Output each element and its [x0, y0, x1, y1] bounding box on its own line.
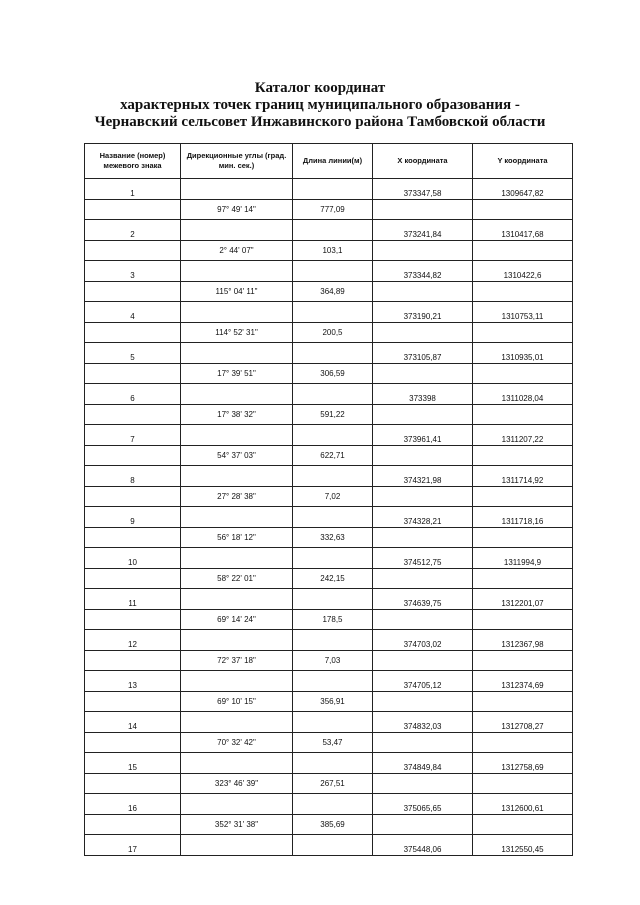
empty-cell	[293, 179, 373, 200]
empty-cell	[181, 835, 293, 856]
segment-row	[85, 692, 573, 712]
empty-cell	[293, 261, 373, 282]
angle-cell: 72° 37' 18"	[181, 651, 293, 671]
point-name-cell: 16	[85, 794, 181, 815]
empty-cell	[85, 692, 181, 712]
y-coordinate-cell: 1311718,16	[473, 507, 573, 528]
empty-cell	[373, 528, 473, 548]
length-cell: 622,71	[293, 446, 373, 466]
empty-cell	[473, 323, 573, 343]
point-name-cell: 14	[85, 712, 181, 733]
empty-cell	[181, 343, 293, 364]
segment-row	[85, 733, 573, 753]
y-coordinate-cell: 1310753,11	[473, 302, 573, 323]
empty-cell	[373, 364, 473, 384]
point-name-cell: 10	[85, 548, 181, 569]
segment-row	[85, 405, 573, 425]
length-cell: 103,1	[293, 241, 373, 261]
point-row	[85, 425, 573, 446]
empty-cell	[373, 323, 473, 343]
header-angle: Дирекционные углы (град. мин. сек.)	[181, 144, 293, 179]
point-name-cell: 11	[85, 589, 181, 610]
empty-cell	[473, 446, 573, 466]
empty-cell	[293, 589, 373, 610]
empty-cell	[85, 446, 181, 466]
length-cell: 777,09	[293, 200, 373, 220]
empty-cell	[85, 569, 181, 589]
y-coordinate-cell: 1309647,82	[473, 179, 573, 200]
empty-cell	[373, 200, 473, 220]
empty-cell	[473, 405, 573, 425]
empty-cell	[473, 774, 573, 794]
angle-cell: 323° 46' 39"	[181, 774, 293, 794]
empty-cell	[85, 487, 181, 507]
x-coordinate-cell: 374321,98	[373, 466, 473, 487]
empty-cell	[473, 200, 573, 220]
empty-cell	[473, 692, 573, 712]
x-coordinate-cell: 374703,02	[373, 630, 473, 651]
point-row	[85, 630, 573, 651]
point-name-cell: 4	[85, 302, 181, 323]
empty-cell	[473, 364, 573, 384]
empty-cell	[181, 753, 293, 774]
point-name-cell: 17	[85, 835, 181, 856]
point-row	[85, 343, 573, 364]
empty-cell	[473, 815, 573, 835]
point-name-cell: 13	[85, 671, 181, 692]
empty-cell	[373, 733, 473, 753]
length-cell: 385,69	[293, 815, 373, 835]
empty-cell	[85, 241, 181, 261]
title-line-3: Чернавский сельсовет Инжавинского района Тамбовской области	[94, 114, 546, 130]
empty-cell	[85, 405, 181, 425]
y-coordinate-cell: 1311994,9	[473, 548, 573, 569]
point-row	[85, 466, 573, 487]
empty-cell	[293, 671, 373, 692]
empty-cell	[181, 220, 293, 241]
angle-cell: 69° 10' 15"	[181, 692, 293, 712]
y-coordinate-cell: 1310417,68	[473, 220, 573, 241]
empty-cell	[293, 507, 373, 528]
empty-cell	[293, 220, 373, 241]
empty-cell	[85, 364, 181, 384]
length-cell: 356,91	[293, 692, 373, 712]
empty-cell	[293, 466, 373, 487]
length-cell: 267,51	[293, 774, 373, 794]
point-name-cell: 9	[85, 507, 181, 528]
angle-cell: 56° 18' 12"	[181, 528, 293, 548]
empty-cell	[373, 405, 473, 425]
x-coordinate-cell: 373190,21	[373, 302, 473, 323]
coordinate-catalog-table	[84, 143, 573, 856]
point-name-cell: 8	[85, 466, 181, 487]
empty-cell	[85, 733, 181, 753]
segment-row	[85, 569, 573, 589]
x-coordinate-cell: 373105,87	[373, 343, 473, 364]
segment-row	[85, 610, 573, 630]
empty-cell	[181, 261, 293, 282]
point-name-cell: 1	[85, 179, 181, 200]
length-cell: 7,02	[293, 487, 373, 507]
title-line-1: Каталог координат	[254, 80, 386, 96]
empty-cell	[181, 507, 293, 528]
point-name-cell: 7	[85, 425, 181, 446]
x-coordinate-cell: 375065,65	[373, 794, 473, 815]
length-cell: 364,89	[293, 282, 373, 302]
point-row	[85, 220, 573, 241]
empty-cell	[373, 569, 473, 589]
length-cell: 332,63	[293, 528, 373, 548]
empty-cell	[85, 200, 181, 220]
empty-cell	[373, 774, 473, 794]
empty-cell	[181, 466, 293, 487]
empty-cell	[293, 384, 373, 405]
segment-row	[85, 528, 573, 548]
empty-cell	[181, 302, 293, 323]
x-coordinate-cell: 374832,03	[373, 712, 473, 733]
y-coordinate-cell: 1310422,6	[473, 261, 573, 282]
empty-cell	[85, 528, 181, 548]
point-row	[85, 671, 573, 692]
y-coordinate-cell: 1311207,22	[473, 425, 573, 446]
x-coordinate-cell: 374705,12	[373, 671, 473, 692]
empty-cell	[293, 712, 373, 733]
y-coordinate-cell: 1312708,27	[473, 712, 573, 733]
point-name-cell: 3	[85, 261, 181, 282]
empty-cell	[181, 712, 293, 733]
empty-cell	[85, 323, 181, 343]
empty-cell	[373, 487, 473, 507]
x-coordinate-cell: 374328,21	[373, 507, 473, 528]
empty-cell	[373, 241, 473, 261]
point-row	[85, 835, 573, 856]
empty-cell	[473, 241, 573, 261]
length-cell: 306,59	[293, 364, 373, 384]
segment-row	[85, 651, 573, 671]
point-row	[85, 261, 573, 282]
x-coordinate-cell: 373347,58	[373, 179, 473, 200]
empty-cell	[373, 610, 473, 630]
point-name-cell: 12	[85, 630, 181, 651]
y-coordinate-cell: 1312758,69	[473, 753, 573, 774]
empty-cell	[181, 425, 293, 446]
x-coordinate-cell: 373241,84	[373, 220, 473, 241]
empty-cell	[373, 282, 473, 302]
angle-cell: 17° 39' 51"	[181, 364, 293, 384]
length-cell: 591,22	[293, 405, 373, 425]
angle-cell: 352° 31' 38"	[181, 815, 293, 835]
segment-row	[85, 200, 573, 220]
point-row	[85, 384, 573, 405]
x-coordinate-cell: 374639,75	[373, 589, 473, 610]
empty-cell	[181, 548, 293, 569]
angle-cell: 70° 32' 42"	[181, 733, 293, 753]
x-coordinate-cell: 373344,82	[373, 261, 473, 282]
angle-cell: 97° 49' 14"	[181, 200, 293, 220]
table-body	[85, 179, 573, 856]
point-name-cell: 6	[85, 384, 181, 405]
point-row	[85, 507, 573, 528]
empty-cell	[85, 815, 181, 835]
empty-cell	[473, 487, 573, 507]
length-cell: 200,5	[293, 323, 373, 343]
header-length: Длина линии(м)	[293, 144, 373, 179]
point-name-cell: 15	[85, 753, 181, 774]
header-y: Y координата	[473, 144, 573, 179]
x-coordinate-cell: 373961,41	[373, 425, 473, 446]
empty-cell	[85, 774, 181, 794]
empty-cell	[85, 282, 181, 302]
title-line-2: характерных точек границ муниципального образования -	[120, 97, 520, 113]
empty-cell	[293, 794, 373, 815]
empty-cell	[293, 548, 373, 569]
length-cell: 242,15	[293, 569, 373, 589]
empty-cell	[181, 179, 293, 200]
header-name: Название (номер) межевого знака	[85, 144, 181, 179]
x-coordinate-cell: 373398	[373, 384, 473, 405]
segment-row	[85, 774, 573, 794]
empty-cell	[293, 835, 373, 856]
y-coordinate-cell: 1312201,07	[473, 589, 573, 610]
empty-cell	[293, 753, 373, 774]
empty-cell	[373, 651, 473, 671]
empty-cell	[473, 282, 573, 302]
y-coordinate-cell: 1312550,45	[473, 835, 573, 856]
document-title	[0, 80, 640, 131]
length-cell: 53,47	[293, 733, 373, 753]
empty-cell	[293, 343, 373, 364]
point-row	[85, 179, 573, 200]
empty-cell	[373, 815, 473, 835]
y-coordinate-cell: 1312367,98	[473, 630, 573, 651]
empty-cell	[373, 446, 473, 466]
angle-cell: 58° 22' 01"	[181, 569, 293, 589]
segment-row	[85, 487, 573, 507]
segment-row	[85, 815, 573, 835]
x-coordinate-cell: 374512,75	[373, 548, 473, 569]
angle-cell: 54° 37' 03"	[181, 446, 293, 466]
empty-cell	[473, 569, 573, 589]
x-coordinate-cell: 374849,84	[373, 753, 473, 774]
empty-cell	[85, 651, 181, 671]
point-row	[85, 589, 573, 610]
empty-cell	[473, 528, 573, 548]
y-coordinate-cell: 1311714,92	[473, 466, 573, 487]
y-coordinate-cell: 1310935,01	[473, 343, 573, 364]
y-coordinate-cell: 1312374,69	[473, 671, 573, 692]
empty-cell	[473, 610, 573, 630]
segment-row	[85, 241, 573, 261]
length-cell: 7,03	[293, 651, 373, 671]
point-name-cell: 2	[85, 220, 181, 241]
angle-cell: 114° 52' 31"	[181, 323, 293, 343]
point-name-cell: 5	[85, 343, 181, 364]
empty-cell	[373, 692, 473, 712]
empty-cell	[181, 794, 293, 815]
angle-cell: 27° 28' 38"	[181, 487, 293, 507]
point-row	[85, 548, 573, 569]
header-x: X координата	[373, 144, 473, 179]
empty-cell	[181, 671, 293, 692]
x-coordinate-cell: 375448,06	[373, 835, 473, 856]
y-coordinate-cell: 1311028,04	[473, 384, 573, 405]
point-row	[85, 302, 573, 323]
y-coordinate-cell: 1312600,61	[473, 794, 573, 815]
length-cell: 178,5	[293, 610, 373, 630]
angle-cell: 69° 14' 24"	[181, 610, 293, 630]
empty-cell	[473, 651, 573, 671]
empty-cell	[293, 302, 373, 323]
point-row	[85, 753, 573, 774]
empty-cell	[473, 733, 573, 753]
empty-cell	[293, 630, 373, 651]
empty-cell	[85, 610, 181, 630]
table-header-row	[85, 144, 573, 179]
segment-row	[85, 282, 573, 302]
segment-row	[85, 364, 573, 384]
empty-cell	[181, 589, 293, 610]
empty-cell	[181, 630, 293, 651]
point-row	[85, 794, 573, 815]
point-row	[85, 712, 573, 733]
angle-cell: 17° 38' 32"	[181, 405, 293, 425]
angle-cell: 115° 04' 11"	[181, 282, 293, 302]
empty-cell	[293, 425, 373, 446]
empty-cell	[181, 384, 293, 405]
segment-row	[85, 323, 573, 343]
segment-row	[85, 446, 573, 466]
angle-cell: 2° 44' 07"	[181, 241, 293, 261]
